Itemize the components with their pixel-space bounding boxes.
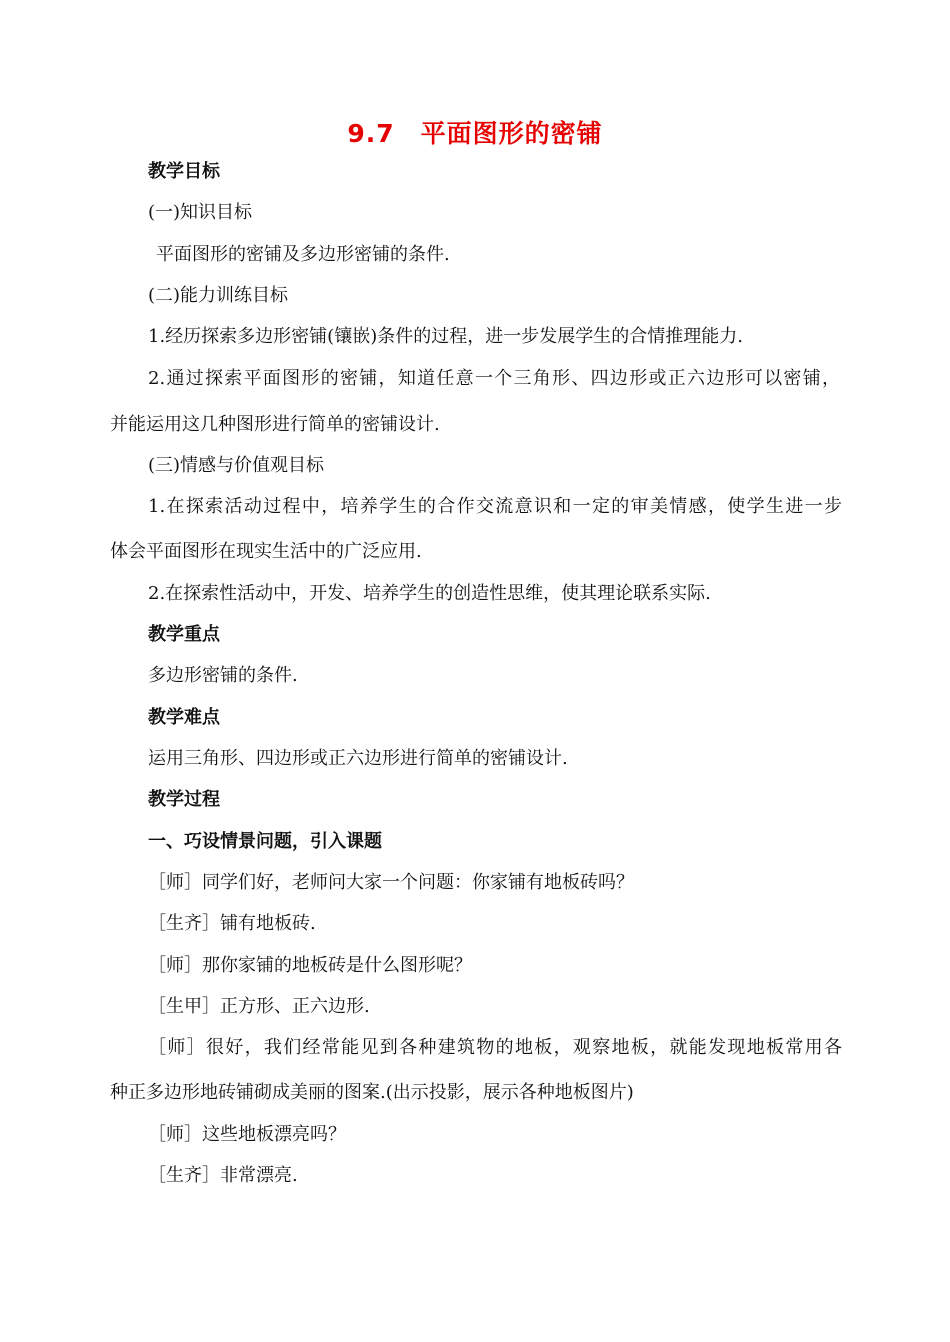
heading-difficulties: 教学难点	[148, 707, 220, 728]
paragraph-line: 体会平面图形在现实生活中的广泛应用.	[110, 541, 422, 562]
heading-section-one: 一、巧设情景问题，引入课题	[148, 831, 382, 852]
paragraph-line: 并能运用这几种图形进行简单的密铺设计.	[110, 414, 440, 435]
heading-teaching-process: 教学过程	[148, 789, 220, 810]
paragraph-line: 运用三角形、四边形或正六边形进行简单的密铺设计.	[148, 748, 568, 769]
heading-teaching-goals: 教学目标	[148, 161, 220, 182]
paragraph-line: 1.在探索活动过程中，培养学生的合作交流意识和一定的审美情感，使学生进一步	[148, 496, 842, 517]
dialogue-line: ［师］那你家铺的地板砖是什么图形呢？	[148, 955, 472, 976]
dialogue-line: ［师］这些地板漂亮吗？	[148, 1124, 346, 1145]
paragraph-line: 1.经历探索多边形密铺(镶嵌)条件的过程，进一步发展学生的合情推理能力.	[148, 326, 743, 347]
document-title: 9.7 平面图形的密铺	[347, 119, 603, 148]
paragraph-line: 平面图形的密铺及多边形密铺的条件.	[156, 244, 450, 265]
dialogue-line: ［师］同学们好，老师问大家一个问题：你家铺有地板砖吗？	[148, 872, 634, 893]
dialogue-line: ［生齐］铺有地板砖.	[148, 913, 316, 934]
dialogue-line: ［师］很好，我们经常能见到各种建筑物的地板，观察地板，就能发现地板常用各	[148, 1037, 842, 1058]
paragraph-line: 2.在探索性活动中，开发、培养学生的创造性思维，使其理论联系实际.	[148, 583, 711, 604]
subheading-knowledge-goals: (一)知识目标	[148, 202, 253, 223]
dialogue-line: ［生齐］非常漂亮.	[148, 1165, 298, 1186]
paragraph-line: 2.通过探索平面图形的密铺，知道任意一个三角形、四边形或正六边形可以密铺，	[148, 368, 840, 389]
subheading-ability-goals: (二)能力训练目标	[148, 285, 289, 306]
paragraph-line: 多边形密铺的条件.	[148, 665, 298, 686]
dialogue-line: ［生甲］正方形、正六边形.	[148, 996, 370, 1017]
subheading-emotion-goals: (三)情感与价值观目标	[148, 455, 325, 476]
heading-key-points: 教学重点	[148, 624, 220, 645]
paragraph-line: 种正多边形地砖铺砌成美丽的图案.(出示投影，展示各种地板图片)	[110, 1082, 634, 1103]
